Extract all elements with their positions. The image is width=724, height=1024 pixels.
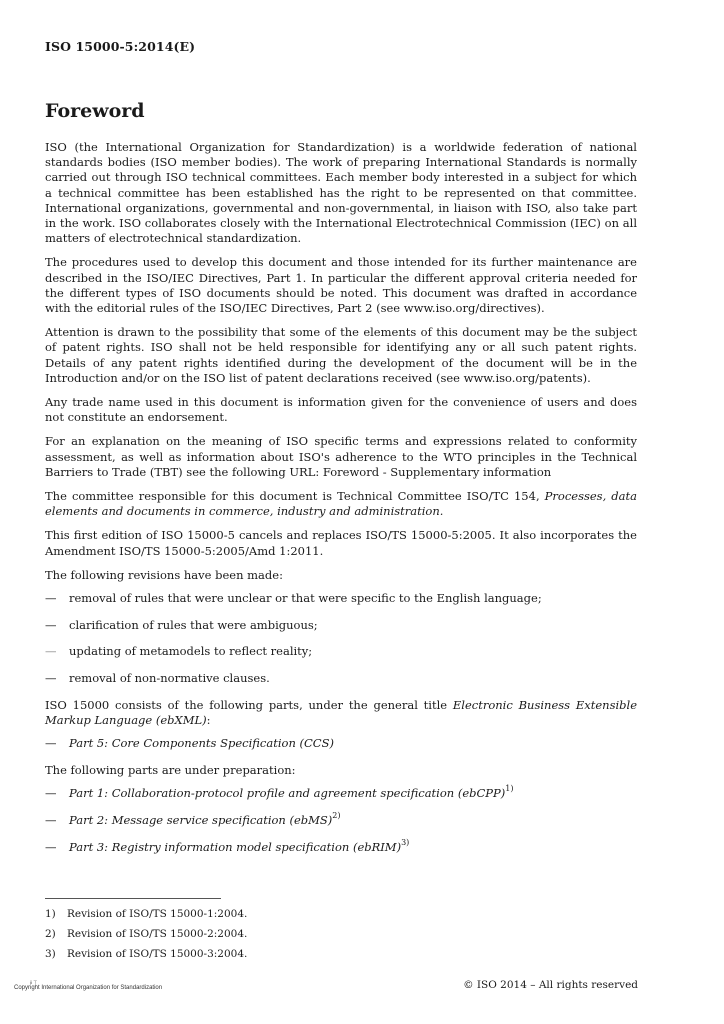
- paragraph-procedures: The procedures used to develop this document and those intended for its further maintenance are described in the ISO/IEC Directives, Part 1. In particular the different approval criteria needed for the different types of ISO documents should be noted. This document was drafted in accordance with the editorial rules of the ISO/IEC Directives, Part 2 (see www.iso.org/directives).: [45, 255, 637, 316]
- paragraph-conformity: For an explanation on the meaning of ISO specific terms and expressions related to conformity assessment, as well as information about ISO's adherence to the WTO principles in the Technical Barriers to Trade (TBT) see the following URL: Foreword - Supplementary information: [45, 434, 637, 479]
- committee-title: Processes, data elements and documents in commerce, industry and administration.: [45, 489, 637, 519]
- paragraph-committee: [45, 489, 637, 519]
- list-item: [45, 837, 637, 855]
- list-item: [45, 618, 637, 633]
- dash-bullet: —: [45, 617, 57, 632]
- general-title: Electronic Business Extensible Markup Language (ebXML): [45, 697, 638, 728]
- copyright-notice: © ISO 2014 – All rights reserved: [463, 979, 638, 991]
- list-item: [45, 644, 637, 659]
- revision-text: removal of non-normative clauses.: [69, 671, 270, 686]
- paragraph-iso-intro: ISO (the International Organization for Standardization) is a worldwide federation of national standards bodies (ISO member bodies). The work of preparing International Standards is normally carried out through ISO technical committees. Each member body interested in a subject for which a technical committee has been established has the right to be represented on that committee. International organizations, governmental and non-governmental, in liaison with ISO, also take part in the work. ISO collaborates closely with the International Electrotechnical Commission (IEC) on all matters of electrotechnical standardization.: [45, 140, 637, 246]
- footnote-text: Revision of ISO/TS 15000-2:2004.: [67, 928, 248, 940]
- footnote: [45, 928, 445, 941]
- footnote-text: Revision of ISO/TS 15000-1:2004.: [67, 908, 248, 920]
- footnote-number: 2): [45, 928, 56, 940]
- paragraph-edition: This first edition of ISO 15000-5 cancels and replaces ISO/TS 15000-5:2005. It also incorporates the Amendment ISO/TS 15000-5:2005/Amd 1:2011.: [45, 528, 637, 558]
- footnote-ref[interactable]: 3): [401, 837, 410, 847]
- part-title: Part 5: Core Components Specification (CCS): [69, 736, 334, 751]
- revision-text: updating of metamodels to reflect reality;: [69, 644, 313, 659]
- footnotes: [45, 908, 445, 968]
- document-id: ISO 15000-5:2014(E): [45, 39, 196, 54]
- list-item: [45, 671, 637, 686]
- footnote-ref[interactable]: 1): [505, 784, 514, 794]
- watermark-text: Copyright International Organization for Standardization: [14, 985, 163, 991]
- paragraph-revisions-intro: The following revisions have been made:: [45, 567, 283, 582]
- paragraph-preparation-intro: The following parts are under preparation:: [45, 763, 296, 777]
- part-title: Part 1: Collaboration-protocol profile and agreement specification (ebCPP): [69, 786, 506, 801]
- footnote: [45, 908, 445, 921]
- list-item: [45, 736, 637, 751]
- dash-bullet: —: [45, 591, 57, 606]
- dash-bullet: —: [45, 736, 57, 751]
- page-mark: ii ⊤: [30, 980, 38, 985]
- dash-bullet: —: [45, 812, 57, 827]
- dash-bullet: —: [45, 786, 57, 801]
- parts-intro-colon: :: [206, 713, 211, 728]
- dash-bullet: —: [45, 644, 57, 659]
- parts-intro-text: ISO 15000 consists of the following parts, under the general title: [45, 697, 453, 712]
- list-item: [45, 786, 637, 801]
- section-heading: Foreword: [45, 100, 145, 122]
- list-item: [45, 591, 637, 606]
- list-item: [45, 813, 637, 828]
- footnote-text: Revision of ISO/TS 15000-3:2004.: [67, 948, 248, 960]
- copyright-watermark: [14, 980, 162, 991]
- footnote-divider: [45, 898, 221, 899]
- part-title: Part 2: Message service specification (ebMS): [69, 812, 333, 827]
- current-parts-list: [45, 736, 637, 751]
- paragraph-trade-name: Any trade name used in this document is information given for the convenience of users and does not constitute an endorsement.: [45, 395, 637, 425]
- footnote-ref[interactable]: 2): [332, 811, 341, 821]
- paragraph-patents: Attention is drawn to the possibility that some of the elements of this document may be the subject of patent rights. ISO shall not be held responsible for identifying any or all such patent rights. Details of any patent rights identified during the development of the document will be in the Introduction and/or on the ISO list of patent declarations received (see www.iso.org/patents).: [45, 325, 637, 385]
- revision-text: removal of rules that were unclear or that were specific to the English language;: [69, 591, 542, 606]
- revisions-list: [45, 591, 637, 686]
- footnote-number: 1): [45, 908, 56, 920]
- footnote: [45, 948, 445, 961]
- dash-bullet: —: [45, 839, 57, 854]
- revision-text: clarification of rules that were ambiguous;: [69, 617, 318, 632]
- committee-text: The committee responsible for this document is Technical Committee ISO/TC 154,: [45, 489, 545, 504]
- paragraph-parts-intro: [45, 698, 637, 728]
- preparation-parts-list: [45, 786, 637, 855]
- footnote-number: 3): [45, 948, 56, 960]
- dash-bullet: —: [45, 671, 57, 686]
- part-title: Part 3: Registry information model specification (ebRIM): [69, 839, 402, 854]
- foreword-body: [45, 140, 637, 866]
